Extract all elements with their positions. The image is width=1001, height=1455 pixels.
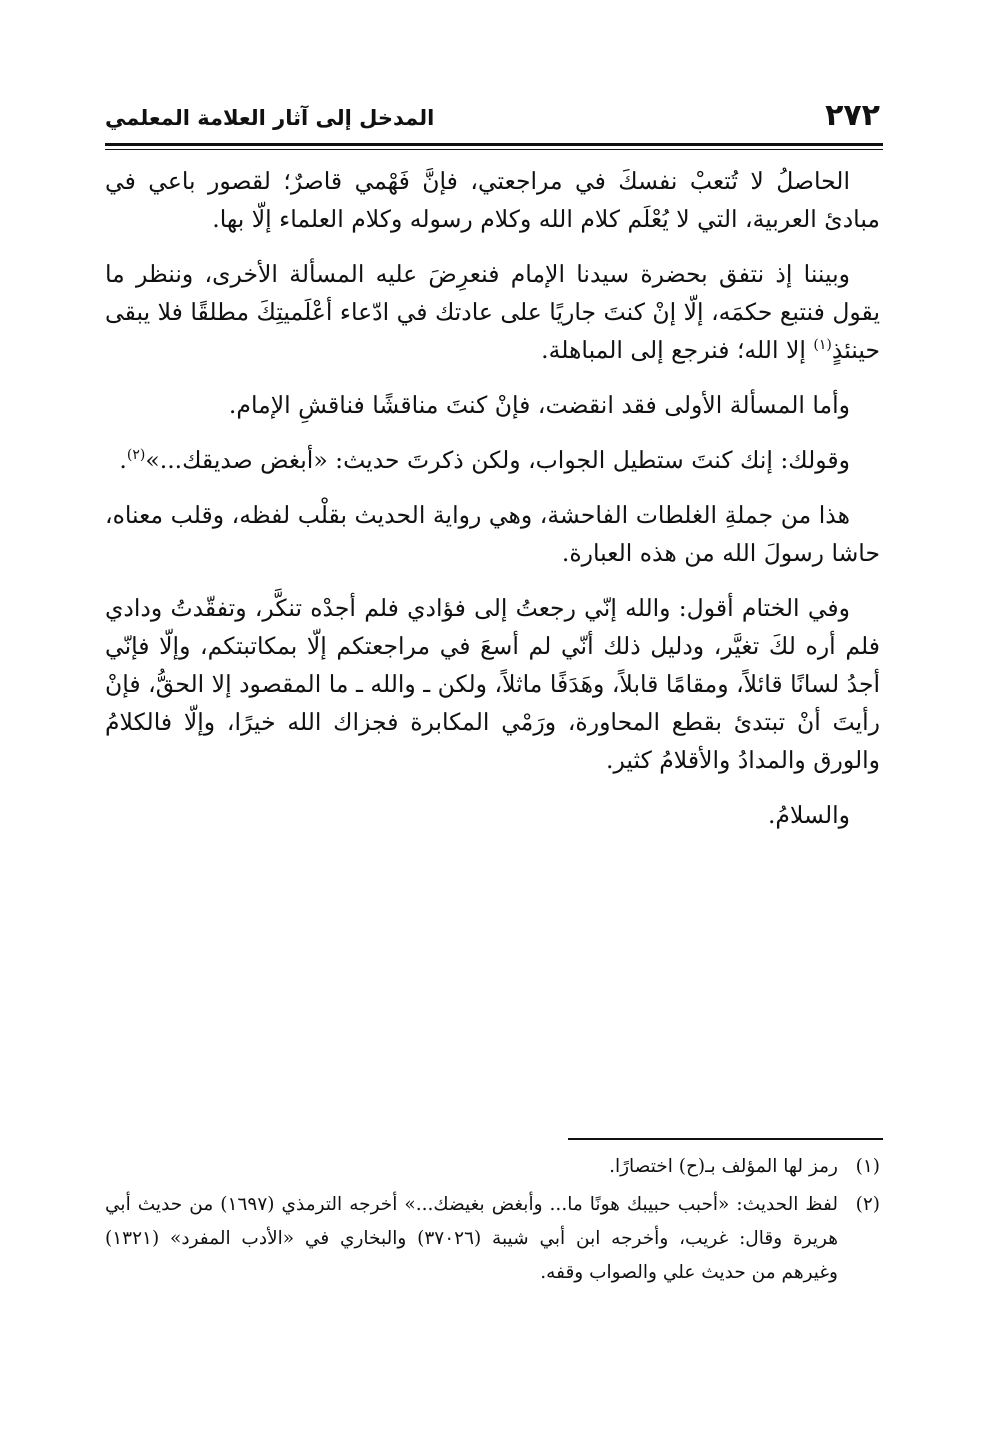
paragraph-3: وأما المسألة الأولى فقد انقضت، فإنْ كنتَ مناقشًا فناقشِ الإمام. bbox=[228, 391, 850, 419]
footnote-rule bbox=[568, 1138, 883, 1140]
header-rule-thin bbox=[105, 149, 883, 150]
paragraph-6: وفي الختام أقول: والله إنّي رجعتُ إلى فؤادي فلم أجدْه تنكَّر، وتفقّدتُ ودادي فلم أره لكَ تغيَّر، ودليل ذلك أنّي لم أسعَ في مراجعتكم إلّا بمكاتبتكم، وإلّا فإنّي أجدُ لسانًا قائلاً، ومقامًا قابلاً، وهَدَفًا ماثلاً، ولكن ـ والله ـ ما المقصود إلا الحقُّ، فإنْ رأيتَ أنْ تبتدئ بقطع المحاورة، ورَمْي المكابرة فجزاك الله خيرًا، وإلّا فالكلامُ والورق والمدادُ والأقلامُ كثير. bbox=[105, 594, 880, 774]
footnote-1 bbox=[105, 1150, 880, 1184]
paragraph-closing: والسلامُ. bbox=[767, 801, 850, 829]
footnote-ref-1: (١) bbox=[813, 337, 832, 354]
paragraph-4 bbox=[105, 441, 880, 479]
page-header bbox=[105, 96, 880, 142]
paragraph-4-text: وقولك: إنك كنتَ ستطيل الجواب، ولكن ذكرتَ حديث: «أبغض صديقك...» bbox=[145, 446, 850, 474]
footnote-text: رمز لها المؤلف بـ(ح) اختصارًا. bbox=[609, 1156, 838, 1177]
footnote-text: لفظ الحديث: «أحبب حبيبك هونًا ما... وأبغض بغيضك...» أخرجه الترمذي (١٦٩٧) من حديث أبي هريرة وقال: غريب، وأخرجه ابن أبي شيبة (٣٧٠٢٦) والبخاري في «الأدب المفرد» (١٣٢١) وغيرهم من حديث علي والصواب وقفه. bbox=[105, 1194, 838, 1283]
paragraph-2 bbox=[105, 255, 880, 369]
footnote-2 bbox=[105, 1188, 880, 1290]
paragraph-4-tail: . bbox=[119, 446, 127, 474]
paragraph-2-text: وبيننا إذ نتفق بحضرة سيدنا الإمام فنعرِضَ عليه المسألة الأخرى، وننظر ما يقول فنتبع حكمَه، إلّا إنْ كنتَ جاريًا على عادتك في ادّعاء أعْلَميتِكَ مطلقًا فلا يبقى حينئذٍ bbox=[105, 260, 880, 364]
body-text bbox=[105, 162, 880, 851]
header-rule bbox=[105, 143, 883, 146]
paragraph-2-tail: إلا الله؛ فنرجع إلى المباهلة. bbox=[541, 336, 806, 364]
running-title: المدخل إلى آثار العلامة المعلمي bbox=[105, 106, 435, 130]
paragraph-5: هذا من جملةِ الغلطات الفاحشة، وهي رواية الحديث بقلْب لفظه، وقلب معناه، حاشا رسولَ الله من هذه العبارة. bbox=[105, 501, 880, 567]
paragraph-1: الحاصلُ لا تُتعبْ نفسكَ في مراجعتي، فإنَّ فَهْمي قاصرٌ؛ لقصور باعي في مبادئ العربية، التي لا يُعْلَم كلام الله وكلام رسوله وكلام العلماء إلّا بها. bbox=[105, 167, 880, 233]
footnote-ref-2: (٢) bbox=[126, 447, 146, 464]
footnote-number: (٢) bbox=[855, 1194, 880, 1215]
footnotes bbox=[105, 1150, 880, 1294]
footnote-number: (١) bbox=[855, 1156, 880, 1177]
page-number: ٢٧٢ bbox=[825, 98, 880, 133]
